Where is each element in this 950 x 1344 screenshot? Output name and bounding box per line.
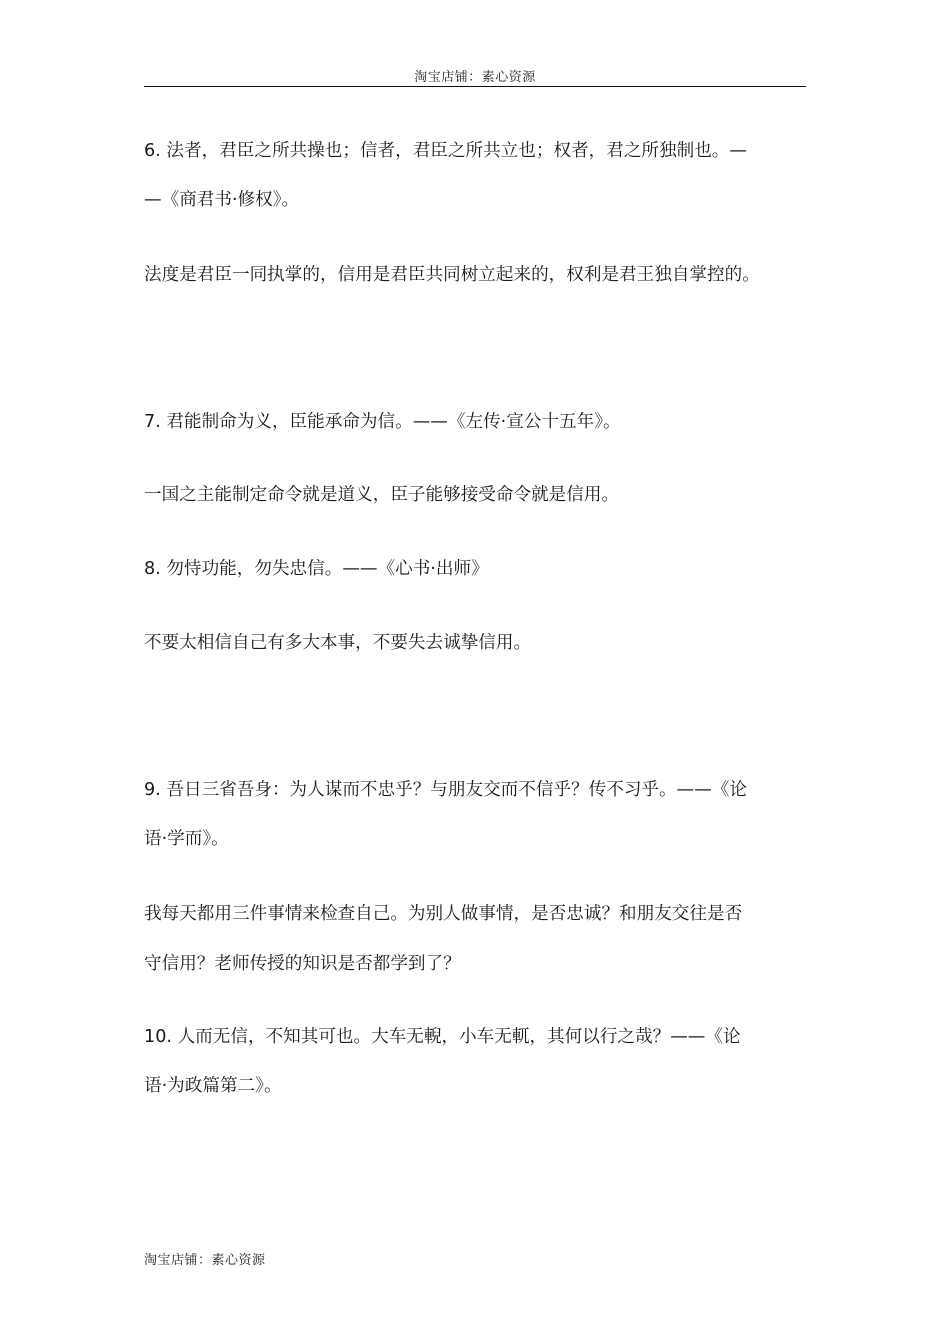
translation-line: 我每天都用三件事情来检查自己。为别人做事情，是否忠诚？和朋友交往是否	[144, 904, 743, 924]
translation-line: 法度是君臣一同执掌的，信用是君臣共同树立起来的，权利是君王独自掌控的。	[144, 265, 760, 285]
quote-line: 10. 人而无信，不知其可也。大车无輗，小车无軏，其何以行之哉？——《论	[144, 1027, 741, 1047]
translation-line: 守信用？老师传授的知识是否都学到了？	[144, 954, 461, 974]
footer-shop-label: 淘宝店铺：素心资源	[144, 1253, 266, 1268]
quote-line: 语·学而》。	[144, 829, 229, 849]
translation-line: 不要太相信自己有多大本事，不要失去诚挚信用。	[144, 633, 532, 653]
quote-line: 7. 君能制命为义，臣能承命为信。——《左传·宣公十五年》。	[144, 412, 621, 432]
translation-line: 一国之主能制定命令就是道义，臣子能够接受命令就是信用。	[144, 485, 620, 505]
quote-line: —《商君书·修权》。	[144, 190, 300, 210]
quote-line: 8. 勿恃功能，勿失忠信。——《心书·出师》	[144, 559, 489, 579]
header-shop-label: 淘宝店铺：素心资源	[414, 70, 536, 85]
header-divider	[144, 86, 806, 87]
quote-line: 6. 法者，君臣之所共操也；信者，君臣之所共立也；权者，君之所独制也。—	[144, 141, 747, 161]
quote-line: 9. 吾日三省吾身：为人谋而不忠乎？与朋友交而不信乎？传不习乎。——《论	[144, 780, 747, 800]
quote-line: 语·为政篇第二》。	[144, 1076, 282, 1096]
